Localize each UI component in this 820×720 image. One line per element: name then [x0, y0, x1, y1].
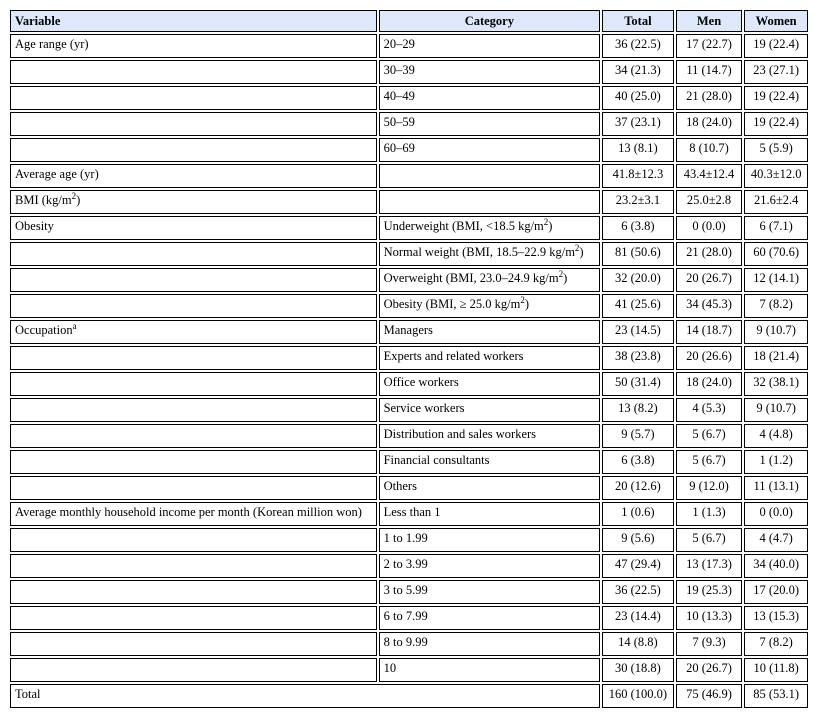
variable-cell [10, 580, 377, 604]
women-cell-text: 9 (10.7) [756, 323, 796, 337]
category-cell [379, 580, 600, 604]
women-cell-text: 19 (22.4) [753, 89, 800, 103]
table-row [10, 502, 808, 526]
women-cell [744, 112, 808, 136]
table-row [10, 34, 808, 58]
total-men: 75 (46.9) [676, 684, 743, 708]
men-cell-text: 18 (24.0) [686, 115, 732, 129]
category-cell-suffix: ) [524, 297, 529, 311]
variable-cell-text: Average monthly household income per month (Korean million won) [15, 505, 362, 519]
women-cell [744, 216, 808, 240]
variable-cell [10, 34, 377, 58]
table-row [10, 476, 808, 500]
men-cell [676, 268, 743, 292]
total-cell-text: 34 (21.3) [614, 63, 661, 77]
category-cell [379, 34, 600, 58]
total-cell [602, 424, 674, 448]
total-cell-text: 13 (8.2) [618, 401, 658, 415]
category-cell [379, 138, 600, 162]
table-row [10, 346, 808, 370]
category-cell [379, 268, 600, 292]
total-cell-text: 20 (12.6) [614, 479, 661, 493]
women-cell [744, 632, 808, 656]
table-row [10, 86, 808, 110]
total-cell-text: 23 (14.4) [614, 609, 661, 623]
total-label: Total [10, 684, 600, 708]
category-cell-text: 50–59 [383, 115, 415, 129]
category-cell [379, 60, 600, 84]
men-cell [676, 502, 743, 526]
total-cell [602, 242, 674, 266]
women-cell-text: 60 (70.6) [753, 245, 800, 259]
total-cell-text: 41 (25.6) [614, 297, 661, 311]
variable-cell [10, 86, 377, 110]
men-cell [676, 216, 743, 240]
variable-cell [10, 268, 377, 292]
total-cell [602, 632, 674, 656]
women-cell [744, 86, 808, 110]
table-row [10, 112, 808, 136]
men-cell [676, 476, 743, 500]
men-cell-text: 10 (13.3) [686, 609, 732, 623]
header-category: Category [379, 10, 600, 32]
table-row [10, 398, 808, 422]
variable-cell [10, 138, 377, 162]
total-cell-text: 9 (5.6) [621, 531, 655, 545]
total-cell [602, 450, 674, 474]
total-cell-text: 32 (20.0) [614, 271, 661, 285]
total-cell [602, 398, 674, 422]
women-cell [744, 476, 808, 500]
men-cell-text: 7 (9.3) [692, 635, 726, 649]
table-row [10, 424, 808, 448]
table-row [10, 372, 808, 396]
total-cell-text: 14 (8.8) [618, 635, 658, 649]
total-cell [602, 476, 674, 500]
category-cell [379, 398, 600, 422]
women-cell-text: 7 (8.2) [759, 635, 793, 649]
men-cell [676, 424, 743, 448]
women-cell [744, 554, 808, 578]
category-cell [379, 528, 600, 552]
table-row [10, 580, 808, 604]
women-cell [744, 606, 808, 630]
total-cell-text: 38 (23.8) [614, 349, 661, 363]
women-cell [744, 372, 808, 396]
variable-cell [10, 632, 377, 656]
total-cell [602, 190, 674, 214]
variable-cell [10, 346, 377, 370]
variable-cell-superscript: 2 [71, 190, 77, 201]
category-cell [379, 606, 600, 630]
total-cell [602, 34, 674, 58]
men-cell [676, 346, 743, 370]
total-cell [602, 372, 674, 396]
women-cell-text: 19 (22.4) [753, 37, 800, 51]
variable-cell [10, 60, 377, 84]
men-cell [676, 190, 743, 214]
category-cell-text: Normal weight (BMI, 18.5–22.9 kg/m [383, 245, 575, 259]
total-cell [602, 294, 674, 318]
men-cell [676, 164, 743, 188]
category-cell [379, 372, 600, 396]
variable-cell-suffix: ) [76, 193, 81, 207]
variable-cell [10, 294, 377, 318]
category-cell-text: 3 to 5.99 [383, 583, 428, 597]
men-cell-text: 5 (6.7) [692, 453, 726, 467]
men-cell [676, 320, 743, 344]
women-cell-text: 6 (7.1) [759, 219, 793, 233]
women-cell-text: 32 (38.1) [753, 375, 800, 389]
women-cell-text: 5 (5.9) [759, 141, 793, 155]
men-cell-text: 4 (5.3) [692, 401, 726, 415]
men-cell [676, 528, 743, 552]
men-cell-text: 8 (10.7) [689, 141, 729, 155]
category-cell-text: 60–69 [383, 141, 415, 155]
men-cell-text: 0 (0.0) [692, 219, 726, 233]
men-cell [676, 294, 743, 318]
variable-cell-text: BMI (kg/m [15, 193, 72, 207]
total-cell [602, 346, 674, 370]
total-cell-text: 47 (29.4) [614, 557, 661, 571]
table-row [10, 60, 808, 84]
category-cell-text: Overweight (BMI, 23.0–24.9 kg/m [383, 271, 559, 285]
total-cell-text: 36 (22.5) [614, 583, 661, 597]
total-cell-text: 81 (50.6) [614, 245, 661, 259]
men-cell-text: 5 (6.7) [692, 427, 726, 441]
category-cell-suffix: ) [548, 219, 553, 233]
table-row [10, 164, 808, 188]
men-cell-text: 9 (12.0) [689, 479, 729, 493]
women-cell [744, 190, 808, 214]
women-cell [744, 424, 808, 448]
category-cell [379, 658, 600, 682]
women-cell [744, 164, 808, 188]
category-cell-superscript: 2 [558, 268, 564, 279]
total-cell [602, 164, 674, 188]
variable-cell [10, 242, 377, 266]
category-cell [379, 450, 600, 474]
total-cell [602, 268, 674, 292]
total-cell-text: 1 (0.6) [621, 505, 655, 519]
total-cell-text: 6 (3.8) [621, 453, 655, 467]
total-row [10, 684, 808, 708]
variable-cell [10, 450, 377, 474]
variable-cell-text: Age range (yr) [15, 37, 89, 51]
table-row [10, 216, 808, 240]
table-row [10, 268, 808, 292]
total-cell [602, 216, 674, 240]
total-cell-text: 30 (18.8) [614, 661, 661, 675]
women-cell [744, 138, 808, 162]
women-cell-text: 19 (22.4) [753, 115, 800, 129]
variable-cell [10, 606, 377, 630]
men-cell-text: 21 (28.0) [686, 245, 732, 259]
men-cell [676, 242, 743, 266]
men-cell-text: 20 (26.6) [686, 349, 732, 363]
category-cell-text: Office workers [383, 375, 459, 389]
variable-cell [10, 398, 377, 422]
variable-cell-superscript: a [72, 320, 77, 331]
total-cell-text: 41.8±12.3 [612, 167, 664, 181]
women-cell [744, 580, 808, 604]
total-cell [602, 528, 674, 552]
variable-cell [10, 554, 377, 578]
table-row [10, 606, 808, 630]
category-cell [379, 242, 600, 266]
table-row [10, 554, 808, 578]
category-cell-text: 6 to 7.99 [383, 609, 428, 623]
men-cell [676, 580, 743, 604]
table-row [10, 632, 808, 656]
category-cell [379, 632, 600, 656]
men-cell [676, 60, 743, 84]
total-cell [602, 502, 674, 526]
category-cell-text: Distribution and sales workers [383, 427, 537, 441]
header-variable: Variable [10, 10, 377, 32]
demographics-table [8, 8, 810, 710]
total-cell-text: 23.2±3.1 [615, 193, 661, 207]
women-cell [744, 294, 808, 318]
category-cell [379, 112, 600, 136]
men-cell [676, 112, 743, 136]
category-cell [379, 294, 600, 318]
table-row [10, 450, 808, 474]
variable-cell [10, 320, 377, 344]
category-cell-text: 20–29 [383, 37, 415, 51]
men-cell [676, 372, 743, 396]
category-cell [379, 502, 600, 526]
category-cell-text: 10 [383, 661, 397, 675]
category-cell-text: Less than 1 [383, 505, 441, 519]
women-cell-text: 18 (21.4) [753, 349, 800, 363]
table-body [10, 34, 808, 682]
category-cell [379, 216, 600, 240]
total-cell [602, 320, 674, 344]
women-cell-text: 11 (13.1) [753, 479, 799, 493]
total-cell-text: 50 (31.4) [614, 375, 661, 389]
women-cell-text: 23 (27.1) [753, 63, 800, 77]
women-cell [744, 268, 808, 292]
total-cell-text: 23 (14.5) [614, 323, 661, 337]
category-cell [379, 346, 600, 370]
category-cell [379, 554, 600, 578]
women-cell-text: 10 (11.8) [753, 661, 799, 675]
men-cell-text: 20 (26.7) [686, 271, 732, 285]
category-cell [379, 320, 600, 344]
table-row [10, 528, 808, 552]
total-cell-text: 9 (5.7) [621, 427, 655, 441]
variable-cell [10, 164, 377, 188]
women-cell [744, 398, 808, 422]
variable-cell [10, 372, 377, 396]
women-cell-text: 9 (10.7) [756, 401, 796, 415]
men-cell-text: 1 (1.3) [692, 505, 726, 519]
total-cell [602, 86, 674, 110]
men-cell-text: 21 (28.0) [686, 89, 732, 103]
table-row [10, 242, 808, 266]
total-cell [602, 580, 674, 604]
women-cell-text: 13 (15.3) [753, 609, 800, 623]
category-cell [379, 476, 600, 500]
women-cell-text: 12 (14.1) [753, 271, 800, 285]
men-cell-text: 11 (14.7) [686, 63, 732, 77]
total-cell-text: 37 (23.1) [614, 115, 661, 129]
women-cell [744, 346, 808, 370]
women-cell-text: 17 (20.0) [753, 583, 800, 597]
men-cell-text: 34 (45.3) [686, 297, 732, 311]
category-cell-superscript: 2 [543, 216, 549, 227]
women-cell [744, 502, 808, 526]
category-cell-text: 40–49 [383, 89, 415, 103]
table-row [10, 294, 808, 318]
total-women: 85 (53.1) [744, 684, 808, 708]
category-cell-text: Service workers [383, 401, 465, 415]
category-cell-suffix: ) [563, 271, 568, 285]
men-cell [676, 606, 743, 630]
variable-cell [10, 216, 377, 240]
variable-cell [10, 112, 377, 136]
total-cell [602, 112, 674, 136]
women-cell [744, 242, 808, 266]
women-cell [744, 60, 808, 84]
women-cell-text: 7 (8.2) [759, 297, 793, 311]
total-cell-text: 36 (22.5) [614, 37, 661, 51]
variable-cell-text: Occupation [15, 323, 73, 337]
men-cell [676, 34, 743, 58]
men-cell [676, 554, 743, 578]
variable-cell [10, 658, 377, 682]
header-total: Total [602, 10, 674, 32]
variable-cell [10, 502, 377, 526]
category-cell [379, 190, 600, 214]
total-cell-text: 6 (3.8) [621, 219, 655, 233]
women-cell [744, 658, 808, 682]
variable-cell-text: Average age (yr) [15, 167, 99, 181]
women-cell [744, 320, 808, 344]
women-cell-text: 0 (0.0) [759, 505, 793, 519]
category-cell-superscript: 2 [520, 294, 525, 305]
men-cell [676, 398, 743, 422]
women-cell [744, 34, 808, 58]
men-cell-text: 18 (24.0) [686, 375, 732, 389]
women-cell-text: 40.3±12.0 [750, 167, 802, 181]
header-men: Men [676, 10, 743, 32]
category-cell [379, 86, 600, 110]
total-total: 160 (100.0) [602, 684, 674, 708]
women-cell-text: 21.6±2.4 [753, 193, 799, 207]
men-cell-text: 20 (26.7) [686, 661, 732, 675]
men-cell-text: 19 (25.3) [686, 583, 732, 597]
category-cell-text: 30–39 [383, 63, 415, 77]
women-cell-text: 34 (40.0) [753, 557, 800, 571]
header-row [10, 10, 808, 32]
category-cell-text: Underweight (BMI, <18.5 kg/m [383, 219, 544, 233]
women-cell [744, 528, 808, 552]
total-cell [602, 606, 674, 630]
category-cell-text: Managers [383, 323, 433, 337]
variable-cell-text: Obesity [15, 219, 54, 233]
category-cell [379, 424, 600, 448]
men-cell-text: 13 (17.3) [686, 557, 732, 571]
men-cell-text: 5 (6.7) [692, 531, 726, 545]
variable-cell [10, 190, 377, 214]
men-cell [676, 658, 743, 682]
category-cell-text: 8 to 9.99 [383, 635, 428, 649]
variable-cell [10, 528, 377, 552]
men-cell [676, 450, 743, 474]
category-cell [379, 164, 600, 188]
variable-cell [10, 476, 377, 500]
table-row [10, 138, 808, 162]
category-cell-text: 1 to 1.99 [383, 531, 428, 545]
total-cell [602, 138, 674, 162]
table-row [10, 190, 808, 214]
total-cell [602, 60, 674, 84]
men-cell-text: 25.0±2.8 [686, 193, 732, 207]
men-cell-text: 17 (22.7) [686, 37, 732, 51]
category-cell-text: Others [383, 479, 417, 493]
women-cell-text: 4 (4.8) [759, 427, 793, 441]
women-cell-text: 1 (1.2) [759, 453, 793, 467]
category-cell-superscript: 2 [574, 242, 580, 253]
women-cell [744, 450, 808, 474]
category-cell-text: 2 to 3.99 [383, 557, 428, 571]
men-cell-text: 14 (18.7) [686, 323, 732, 337]
header-women: Women [744, 10, 808, 32]
women-cell-text: 4 (4.7) [759, 531, 793, 545]
men-cell [676, 632, 743, 656]
total-cell-text: 40 (25.0) [614, 89, 661, 103]
variable-cell [10, 424, 377, 448]
table-row [10, 658, 808, 682]
total-cell [602, 554, 674, 578]
category-cell-text: Experts and related workers [383, 349, 524, 363]
table-row [10, 320, 808, 344]
men-cell [676, 86, 743, 110]
total-cell-text: 13 (8.1) [618, 141, 658, 155]
category-cell-text: Obesity (BMI, ≥ 25.0 kg/m [383, 297, 521, 311]
men-cell [676, 138, 743, 162]
category-cell-suffix: ) [579, 245, 584, 259]
men-cell-text: 43.4±12.4 [683, 167, 735, 181]
category-cell-text: Financial consultants [383, 453, 490, 467]
total-cell [602, 658, 674, 682]
